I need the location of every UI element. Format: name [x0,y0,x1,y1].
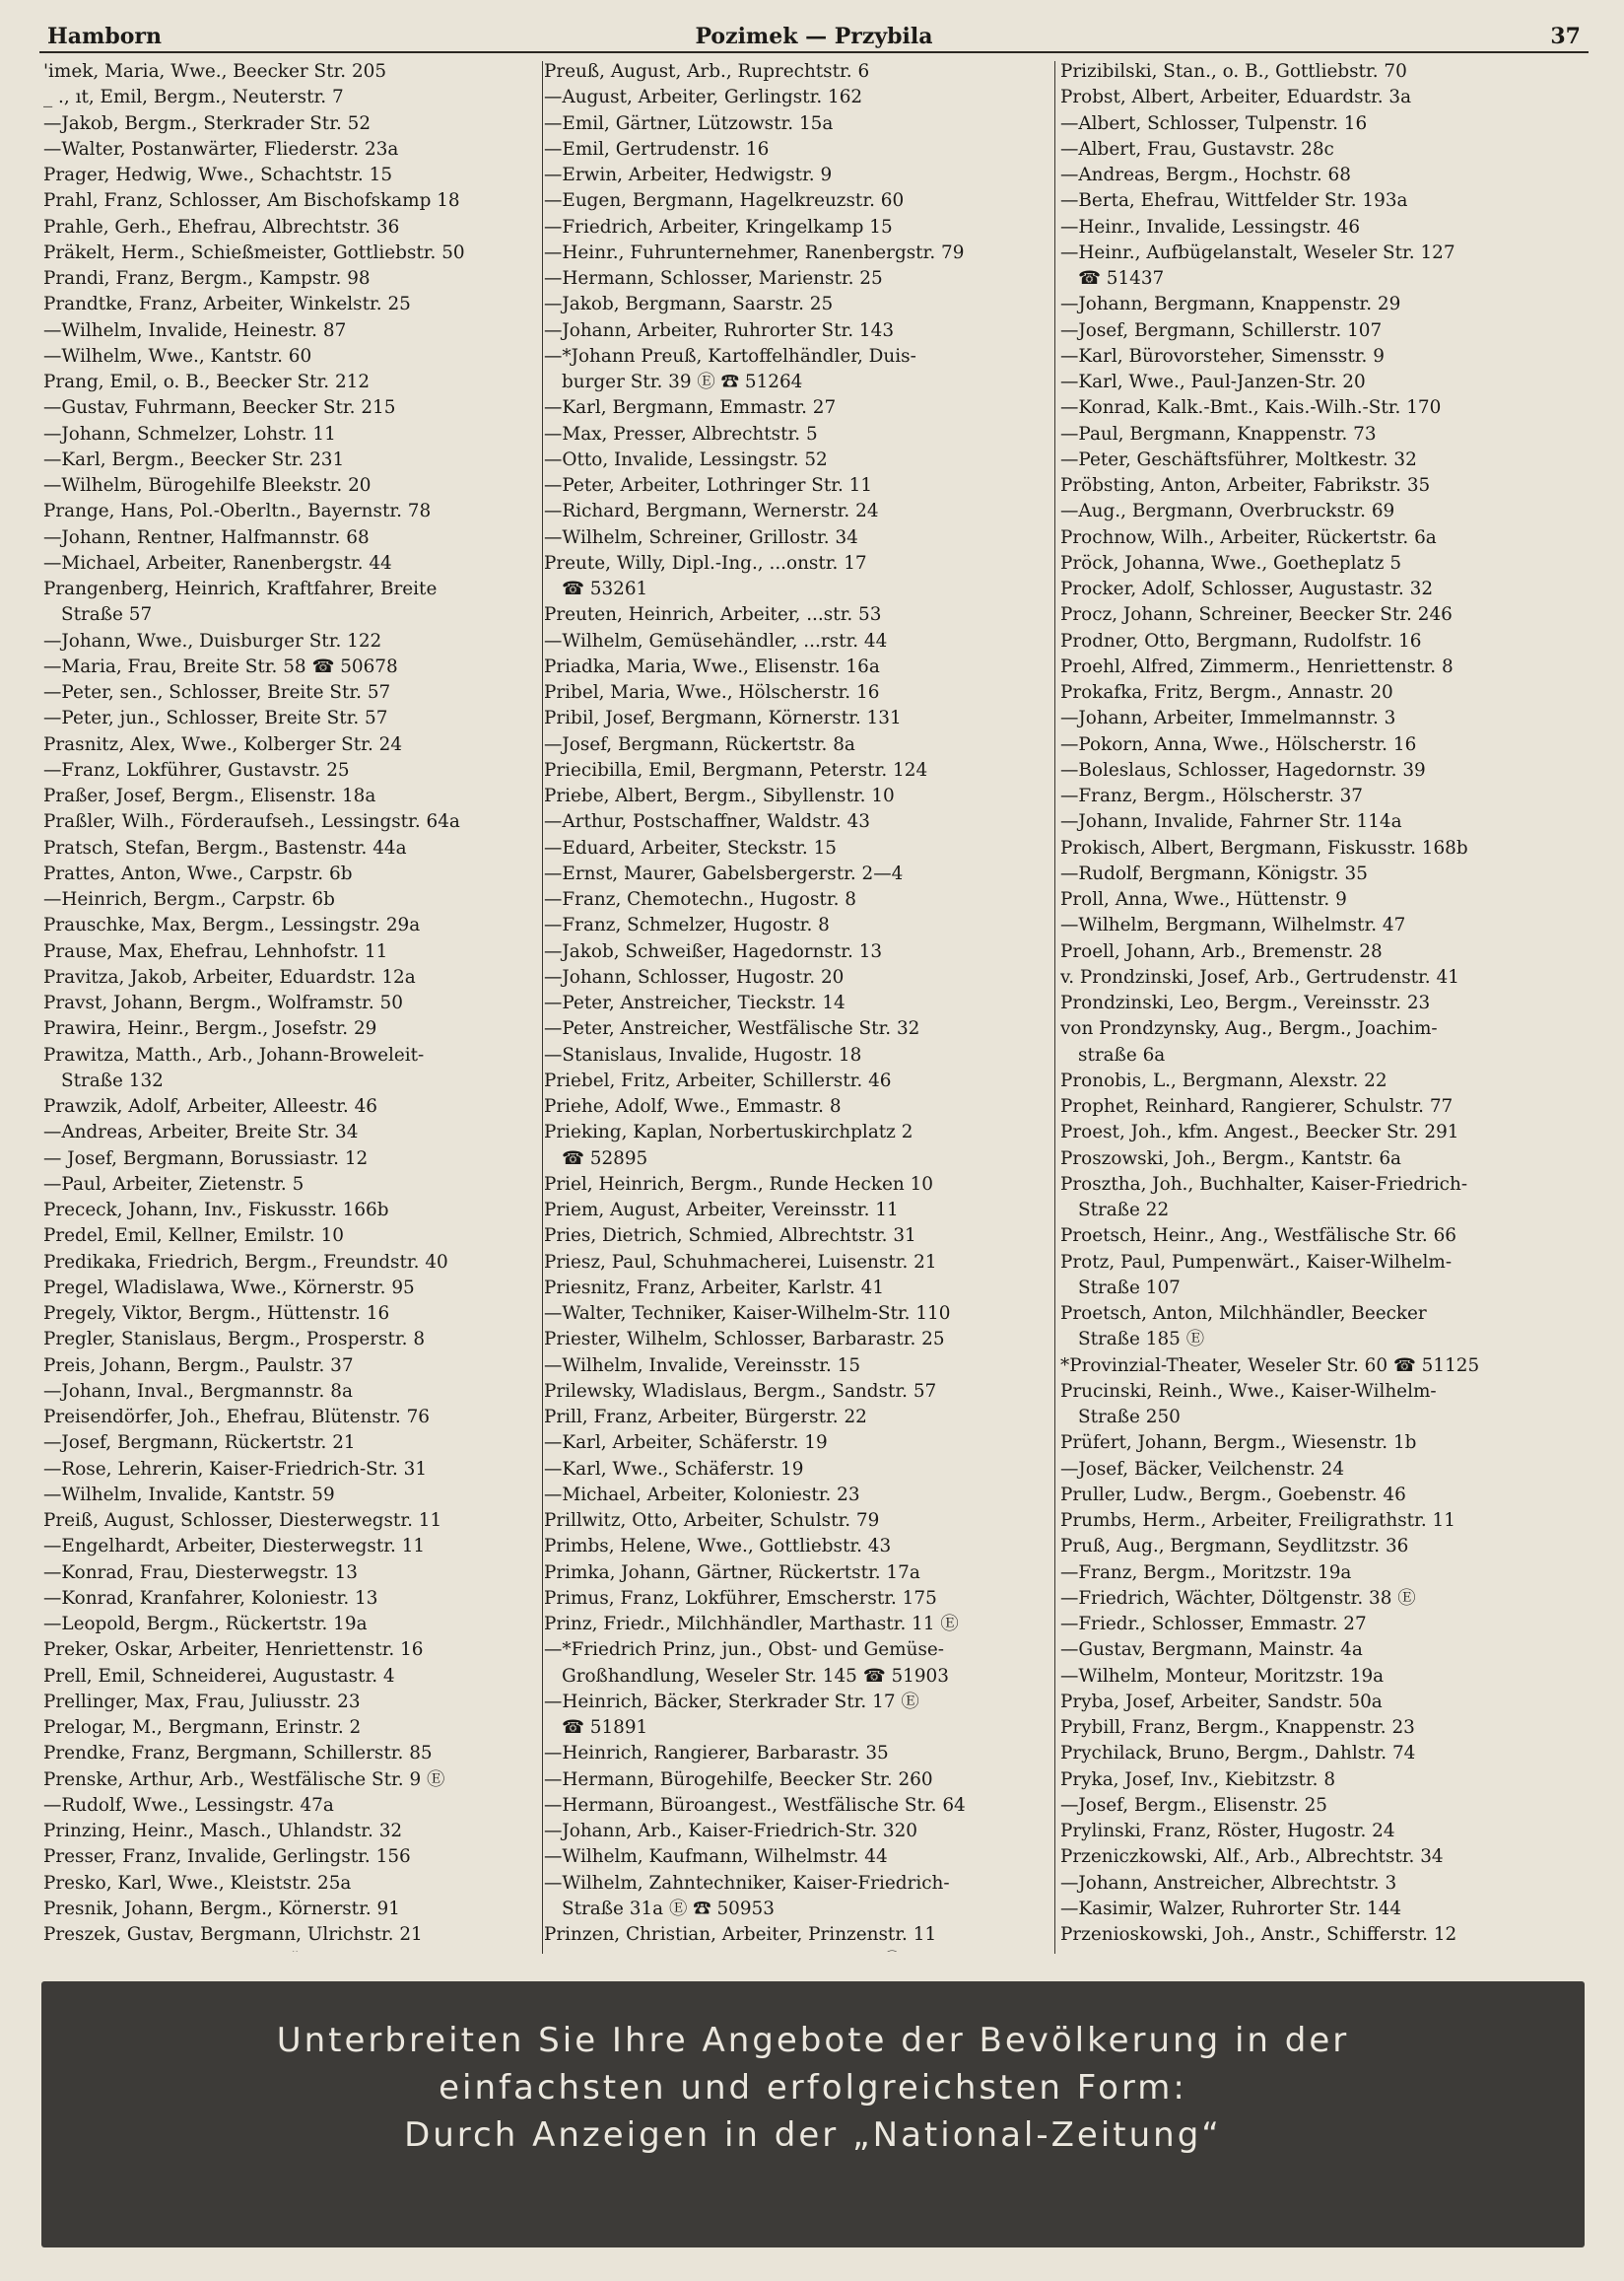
directory-entry: —Friedr., Schlosser, Emmastr. 27 [1060,1614,1367,1634]
directory-entry: Straße 57 [61,604,153,626]
directory-entry: —*Johann Preuß, Kartoffelhändler, Duis- [544,345,916,367]
directory-entry: Straße 185 Ⓔ [1078,1329,1205,1350]
directory-entry: Priecibilla, Emil, Bergmann, Peterstr. 124 [544,759,928,781]
directory-entry: Preker, Oskar, Arbeiter, Henriettenstr. 16 [43,1639,424,1661]
directory-entry: —Josef, Bergmann, Schillerstr. 107 [1060,319,1383,341]
directory-entry: Praßer, Josef, Bergm., Elisenstr. 18a [43,786,376,806]
directory-entry: Straße 250 [1078,1407,1181,1427]
directory-entry: —Franz, Bergm., Moritzstr. 19a [1060,1561,1352,1583]
directory-entry: Probst, Albert, Arbeiter, Eduardstr. 3a [1060,87,1412,108]
directory-entry: —Heinrich, Bergm., Carpstr. 6b [43,889,335,910]
directory-entry: Primbs, Helene, Wwe., Gottliebstr. 43 [544,1536,892,1557]
directory-entry: Prendke, Franz, Bergmann, Schillerstr. 85 [43,1743,433,1764]
directory-entry: Priem, August, Arbeiter, Vereinsstr. 11 [544,1200,899,1220]
directory-entry: —Franz, Bergm., Hölscherstr. 37 [1060,786,1364,806]
directory-entry: Primka, Johann, Gärtner, Rückertstr. 17a [544,1561,920,1583]
directory-entry: Prause, Max, Ehefrau, Lehnhofstr. 11 [43,940,388,962]
directory-entry: burger Str. 39 Ⓔ ☎ 51264 [562,372,803,392]
directory-entry: Presko, Karl, Wwe., Kleiststr. 25a [43,1872,352,1894]
directory-entry: —Erwin, Arbeiter, Hedwigstr. 9 [544,165,833,185]
directory-entry: —Konrad, Frau, Diesterwegstr. 13 [43,1561,358,1583]
directory-entry: Pries, Dietrich, Schmied, Albrechtstr. 31 [544,1225,916,1247]
directory-entry: Preis, Johann, Bergm., Paulstr. 37 [43,1354,354,1376]
directory-entry: Preisendörfer, Joh., Ehefrau, Blütenstr. 76 [43,1407,431,1427]
directory-entry: Preiß, August, Schlosser, Diesterwegstr. 11 [43,1510,442,1531]
directory-entry: —Wilhelm, Zahntechniker, Kaiser-Friedrich- [544,1872,950,1894]
directory-entry: Prychilack, Bruno, Bergm., Dahlstr. 74 [1060,1743,1416,1764]
directory-entry: —Johann, Wwe., Duisburger Str. 122 [43,630,382,652]
directory-entry: —Arthur, Postschaffner, Waldstr. 43 [544,811,870,833]
ad-line-3: Durch Anzeigen in der „National-Zeitung“ [404,2115,1222,2155]
directory-entry: Przeniczkowski, Alf., Arb., Albrechtstr. 34 [1060,1846,1444,1868]
directory-entry: Prandtke, Franz, Arbeiter, Winkelstr. 25 [43,294,411,315]
directory-entry: Preuß, August, Arb., Ruprechtstr. 6 [544,61,870,82]
directory-entry: —Wilhelm, Invalide, Kantstr. 59 [43,1484,335,1505]
directory-entry: —Johann, Arbeiter, Immelmannstr. 3 [1060,708,1396,729]
directory-entry: Prillwitz, Otto, Arbeiter, Schulstr. 79 [544,1510,880,1531]
directory-entry: Proetsch, Heinr., Ang., Westfälische Str. 66 [1060,1225,1456,1247]
directory-entry: —Jakob, Bergmann, Saarstr. 25 [544,294,834,315]
directory-entry: Procker, Adolf, Schlosser, Augustastr. 32 [1060,579,1434,599]
directory-entry: Protz, Paul, Pumpenwärt., Kaiser-Wilhelm- [1060,1251,1453,1273]
directory-entry: v. Prondzinski, Josef, Arb., Gertrudenstr. 41 [1060,966,1459,988]
directory-column-2 [544,59,1047,1952]
directory-entry: Prelogar, M., Bergmann, Erinstr. 2 [43,1717,362,1738]
directory-entry: —Rudolf, Bergmann, Königstr. 35 [1060,863,1368,884]
directory-entry: —Johann, Schmelzer, Lohstr. 11 [43,423,336,445]
directory-entry: —Peter, Anstreicher, Westfälische Str. 32 [544,1018,920,1040]
directory-entry: Priebel, Fritz, Arbeiter, Schillerstr. 46 [544,1070,892,1091]
directory-entry: Prylinski, Franz, Röster, Hugostr. 24 [1060,1821,1395,1841]
directory-entry: Prececk, Johann, Inv., Fiskusstr. 166b [43,1200,389,1220]
directory-entry: —Johann, Schlosser, Hugostr. 20 [544,966,845,988]
directory-entry: —Heinrich, Rangierer, Barbarastr. 35 [544,1743,889,1764]
header-city: Hamborn [47,24,162,49]
directory-entry: Pryka, Josef, Inv., Kiebitzstr. 8 [1060,1768,1336,1790]
directory-entry: *Provinzial-Theater, Weseler Str. 60 ☎ 51125 [1060,1354,1480,1376]
directory-entry: Proest, Joh., kfm. Angest., Beecker Str. 291 [1060,1122,1459,1143]
directory-entry: —Franz, Lokführer, Gustavstr. 25 [43,759,350,781]
directory-entry: Prybill, Franz, Bergm., Knappenstr. 23 [1060,1717,1415,1738]
directory-entry: —Gustav, Bergmann, Mainstr. 4a [1060,1639,1363,1661]
directory-entry: —Johann, Invalide, Fahrner Str. 114a [1060,811,1402,833]
directory-entry: —Johann, Arbeiter, Ruhrorter Str. 143 [544,319,895,341]
directory-entry: _ ., ıt, Emil, Bergm., Neuterstr. 7 [43,87,344,108]
directory-entry: —Gustav, Fuhrmann, Beecker Str. 215 [43,397,396,419]
directory-entry: Prahle, Gerh., Ehefrau, Albrechtstr. 36 [43,216,400,238]
directory-entry: Pregely, Viktor, Bergm., Hüttenstr. 16 [43,1303,390,1324]
directory-entry: —Heinr., Aufbügelanstalt, Weseler Str. 127 [1060,242,1455,263]
directory-entry: Predikaka, Friedrich, Bergm., Freundstr. 40 [43,1251,448,1273]
directory-entry: —Peter, sen., Schlosser, Breite Str. 57 [43,682,391,703]
directory-entry: Procz, Johann, Schreiner, Beecker Str. 246 [1060,604,1453,626]
directory-entry: Prieking, Kaplan, Norbertuskirchplatz 2 [544,1122,914,1143]
directory-entry: Prill, Franz, Arbeiter, Bürgerstr. 22 [544,1407,867,1427]
directory-entry: —Eugen, Bergmann, Hagelkreuzstr. 60 [544,190,905,212]
directory-entry: —Rose, Lehrerin, Kaiser-Friedrich-Str. 31 [43,1458,428,1480]
directory-entry: Prangenberg, Heinrich, Kraftfahrer, Breite [43,579,438,599]
directory-entry: Preuten, Heinrich, Arbeiter, ...str. 53 [544,604,882,626]
directory-entry: Pravitza, Jakob, Arbeiter, Eduardstr. 12a [43,966,416,988]
directory-entry: Prokafka, Fritz, Bergm., Annastr. 20 [1060,682,1393,703]
directory-entry: —Karl, Bürovorsteher, Simensstr. 9 [1060,345,1385,367]
directory-entry: —Maria, Frau, Breite Str. 58 ☎ 50678 [43,656,398,677]
directory-entry: —Franz, Schmelzer, Hugostr. 8 [544,915,830,936]
advertisement-banner [41,1981,1585,2247]
directory-entry: Präkelt, Herm., Schießmeister, Gottliebstr. 50 [43,242,465,263]
directory-entry: —Michael, Arbeiter, Ranenbergstr. 44 [43,552,392,574]
directory-entry: —Karl, Arbeiter, Schäferstr. 19 [544,1432,828,1454]
directory-entry: Prondzinski, Leo, Bergm., Vereinsstr. 23 [1060,993,1431,1013]
directory-entry: Straße 31a Ⓔ ☎ 50953 [562,1898,775,1919]
directory-entry: —Josef, Bergmann, Rückertstr. 8a [544,733,855,755]
directory-entry: —Hermann, Büroangest., Westfälische Str. 64 [544,1794,966,1816]
directory-entry: —Andreas, Bergm., Hochstr. 68 [1060,165,1351,185]
directory-entry: straße 6a [1078,1044,1166,1066]
directory-entry: Preute, Willy, Dipl.-Ing., ...onstr. 17 [544,552,867,574]
directory-entry: Prell, Emil, Schneiderei, Augustastr. 4 [43,1665,395,1687]
directory-entry: Pronobis, L., Bergmann, Alexstr. 22 [1060,1070,1387,1091]
directory-entry: —Michael, Arbeiter, Koloniestr. 23 [544,1484,860,1505]
running-header [39,20,1589,59]
directory-entry: —Johann, Bergmann, Knappenstr. 29 [1060,294,1401,315]
directory-entry: Pröck, Johanna, Wwe., Goetheplatz 5 [1060,552,1402,574]
directory-entry: —Wilhelm, Gemüsehändler, ...rstr. 44 [544,630,888,652]
directory-entry: Proll, Anna, Wwe., Hüttenstr. 9 [1060,889,1347,910]
directory-entry: —Walter, Postanwärter, Fliederstr. 23a [43,138,399,160]
directory-entry: 'imek, Maria, Wwe., Beecker Str. 205 [43,61,387,82]
directory-entry: Prilewsky, Wladislaus, Bergm., Sandstr. 57 [544,1380,937,1402]
directory-entry: —Franz, Chemotechn., Hugostr. 8 [544,889,856,910]
directory-entry: Priel, Heinrich, Bergm., Runde Hecken 10 [544,1173,933,1195]
directory-entry: ☎ 52895 [562,1147,648,1169]
directory-entry: —Berta, Ehefrau, Wittfelder Str. 193a [1060,190,1408,212]
directory-entry: Prosztha, Joh., Buchhalter, Kaiser-Friedrich- [1060,1173,1468,1195]
directory-entry: Preszek, Gustav, Bergmann, Ulrichstr. 21 [43,1924,423,1945]
directory-entry: Pryba, Josef, Arbeiter, Sandstr. 50a [1060,1691,1383,1712]
directory-entry: Pravst, Johann, Bergm., Wolframstr. 50 [43,993,403,1013]
directory-entry: Proell, Johann, Arb., Bremenstr. 28 [1060,940,1383,962]
directory-entry: Straße 132 [61,1070,164,1091]
directory-entry: Pratsch, Stefan, Bergm., Bastenstr. 44a [43,837,407,859]
directory-entry: Pregel, Wladislawa, Wwe., Körnerstr. 95 [43,1277,415,1298]
directory-entry: Prinzing, Heinr., Masch., Uhlandstr. 32 [43,1821,403,1841]
directory-entry [544,1948,1047,1952]
directory-entry: Prochnow, Wilh., Arbeiter, Rückertstr. 6a [1060,526,1437,548]
directory-entry: Prange, Hans, Pol.-Oberltn., Bayernstr. 78 [43,501,432,522]
directory-entry: —Josef, Bäcker, Veilchenstr. 24 [1060,1458,1345,1480]
directory-entry: —Karl, Bergmann, Emmastr. 27 [544,397,837,419]
directory-entry: —Max, Presser, Albrechtstr. 5 [544,423,818,445]
directory-entry: ☎ 53261 [562,579,648,599]
directory-entry: Praßler, Wilh., Förderaufseh., Lessingstr. 64a [43,811,460,833]
page-number: 37 [1550,24,1581,49]
directory-entry: —Friedrich, Arbeiter, Kringelkamp 15 [544,216,893,238]
directory-entry: —Josef, Bergm., Elisenstr. 25 [1060,1794,1327,1816]
directory-entry: —Wilhelm, Bergmann, Wilhelmstr. 47 [1060,915,1406,936]
directory-columns [39,59,1589,1952]
directory-entry: Priesz, Paul, Schuhmacherei, Luisenstr. 21 [544,1251,937,1273]
directory-entry: Primus, Franz, Lokführer, Emscherstr. 175 [544,1587,937,1609]
directory-entry: —Emil, Gärtner, Lützowstr. 15a [544,112,834,134]
directory-entry: —Peter, Geschäftsführer, Moltkestr. 32 [1060,449,1417,470]
directory-entry: Pröbsting, Anton, Arbeiter, Fabrikstr. 35 [1060,475,1431,496]
directory-entry: Pruß, Aug., Bergmann, Seydlitzstr. 36 [1060,1536,1409,1557]
directory-entry: —Eduard, Arbeiter, Steckstr. 15 [544,837,838,859]
directory-entry: Prawira, Heinr., Bergm., Josefstr. 29 [43,1018,377,1040]
directory-entry: —Johann, Rentner, Halfmannstr. 68 [43,526,370,548]
directory-entry: —Wilhelm, Kaufmann, Wilhelmstr. 44 [544,1846,888,1868]
directory-entry: Prinz, Friedr., Milchhändler, Marthastr. 11 Ⓔ [544,1614,959,1634]
directory-entry: ☎ 51437 [1078,268,1165,289]
directory-entry: —Johann, Anstreicher, Albrechtstr. 3 [1060,1872,1397,1894]
directory-entry: Pribel, Maria, Wwe., Hölscherstr. 16 [544,682,880,703]
directory-entry: —Albert, Schlosser, Tulpenstr. 16 [1060,112,1368,134]
directory-entry: —Konrad, Kalk.-Bmt., Kais.-Wilh.-Str. 170 [1060,397,1442,419]
directory-entry: Pruller, Ludw., Bergm., Goebenstr. 46 [1060,1484,1406,1505]
directory-entry: Pregler, Stanislaus, Bergm., Prosperstr. 8 [43,1329,426,1350]
directory-entry: Priebe, Albert, Bergm., Sibyllenstr. 10 [544,786,895,806]
ad-line-1: Unterbreiten Sie Ihre Angebote der Bevölkerung in der [276,2021,1350,2060]
directory-entry [1060,1948,1589,1952]
directory-entry: —Aug., Bergmann, Overbruckstr. 69 [1060,501,1395,522]
directory-entry: —Richard, Bergmann, Wernerstr. 24 [544,501,879,522]
directory-entry: Prawzik, Adolf, Arbeiter, Alleestr. 46 [43,1096,377,1117]
directory-column-1 [43,59,538,1952]
directory-entry: Predel, Emil, Kellner, Emilstr. 10 [43,1225,344,1247]
directory-entry: —Rudolf, Wwe., Lessingstr. 47a [43,1794,334,1816]
directory-entry: —Wilhelm, Invalide, Vereinsstr. 15 [544,1354,861,1376]
directory-entry: —Heinr., Fuhrunternehmer, Ranenbergstr. 79 [544,242,965,263]
directory-entry: —Albert, Frau, Gustavstr. 28c [1060,138,1334,160]
directory-entry [43,1948,538,1952]
directory-entry: Großhandlung, Weseler Str. 145 ☎ 51903 [562,1665,949,1687]
directory-entry: —*Friedrich Prinz, jun., Obst- und Gemüse- [544,1639,944,1661]
directory-entry: Straße 107 [1078,1277,1181,1298]
directory-entry: —Wilhelm, Schreiner, Grillostr. 34 [544,526,858,548]
directory-entry: Priesnitz, Franz, Arbeiter, Karlstr. 41 [544,1277,885,1298]
ad-line-2: einfachsten und erfolgreichsten Form: [439,2068,1187,2108]
directory-entry: —Pokorn, Anna, Wwe., Hölscherstr. 16 [1060,733,1417,755]
directory-entry: —Karl, Wwe., Paul-Janzen-Str. 20 [1060,372,1366,392]
directory-entry: Prandi, Franz, Bergm., Kampstr. 98 [43,268,371,289]
directory-entry: Proehl, Alfred, Zimmerm., Henriettenstr. 8 [1060,656,1454,677]
directory-entry: Prizibilski, Stan., o. B., Gottliebstr. 70 [1060,61,1407,82]
directory-entry: —Karl, Wwe., Schäferstr. 19 [544,1458,804,1480]
directory-entry: Prahl, Franz, Schlosser, Am Bischofskamp 18 [43,190,460,212]
directory-entry: —Hermann, Bürogehilfe, Beecker Str. 260 [544,1768,933,1790]
directory-entry: —Leopold, Bergm., Rückertstr. 19a [43,1614,368,1634]
directory-entry: —Josef, Bergmann, Rückertstr. 21 [43,1432,356,1454]
directory-entry: —August, Arbeiter, Gerlingstr. 162 [544,87,863,108]
directory-entry: —Heinrich, Bäcker, Sterkrader Str. 17 Ⓔ [544,1691,919,1712]
directory-entry: —Paul, Bergmann, Knappenstr. 73 [1060,423,1377,445]
directory-entry: Priester, Wilhelm, Schlosser, Barbarastr. 25 [544,1329,945,1350]
directory-entry: —Boleslaus, Schlosser, Hagedornstr. 39 [1060,759,1426,781]
directory-entry: von Prondzynsky, Aug., Bergm., Joachim- [1060,1018,1438,1040]
directory-entry: —Jakob, Schweißer, Hagedornstr. 13 [544,940,883,962]
directory-entry: Prokisch, Albert, Bergmann, Fiskusstr. 168b [1060,837,1468,859]
directory-entry: —Otto, Invalide, Lessingstr. 52 [544,449,828,470]
directory-column-3 [1060,59,1589,1952]
directory-entry: —Peter, Arbeiter, Lothringer Str. 11 [544,475,873,496]
header-rule [39,51,1589,53]
directory-entry: Prinzen, Christian, Arbeiter, Prinzenstr. 11 [544,1924,937,1945]
directory-entry: Proetsch, Anton, Milchhändler, Beecker [1060,1303,1427,1324]
directory-entry: Prang, Emil, o. B., Beecker Str. 212 [43,372,371,392]
directory-entry: —Heinr., Invalide, Lessingstr. 46 [1060,216,1361,238]
directory-entry: —Paul, Arbeiter, Zietenstr. 5 [43,1173,304,1195]
directory-entry: Straße 22 [1078,1200,1170,1220]
directory-entry: Pribil, Josef, Bergmann, Körnerstr. 131 [544,708,902,729]
directory-entry: Prattes, Anton, Wwe., Carpstr. 6b [43,863,353,884]
directory-entry: —Friedrich, Wächter, Döltgenstr. 38 Ⓔ [1060,1587,1416,1609]
directory-entry: Przenioskowski, Joh., Anstr., Schifferstr. 12 [1060,1924,1457,1945]
directory-entry: —Stanislaus, Invalide, Hugostr. 18 [544,1044,862,1066]
directory-entry: —Emil, Gertrudenstr. 16 [544,138,770,160]
directory-entry: Proszowski, Joh., Bergm., Kantstr. 6a [1060,1147,1401,1169]
directory-entry: —Johann, Inval., Bergmannstr. 8a [43,1380,353,1402]
directory-entry: Presser, Franz, Invalide, Gerlingstr. 156 [43,1846,411,1868]
directory-entry: —Wilhelm, Wwe., Kantstr. 60 [43,345,312,367]
directory-entry: ☎ 51891 [562,1717,648,1738]
directory-entry: Prawitza, Matth., Arb., Johann-Broweleit- [43,1044,425,1066]
directory-entry: —Karl, Bergm., Beecker Str. 231 [43,449,345,470]
directory-entry: —Peter, jun., Schlosser, Breite Str. 57 [43,708,388,729]
directory-entry: —Kasimir, Walzer, Ruhrorter Str. 144 [1060,1898,1402,1919]
directory-entry: —Andreas, Arbeiter, Breite Str. 34 [43,1122,359,1143]
directory-entry: —Ernst, Maurer, Gabelsbergerstr. 2—4 [544,863,904,884]
directory-entry: Priadka, Maria, Wwe., Elisenstr. 16a [544,656,880,677]
directory-entry: Priehe, Adolf, Wwe., Emmastr. 8 [544,1096,842,1117]
directory-entry: —Konrad, Kranfahrer, Koloniestr. 13 [43,1587,378,1609]
directory-entry: Presnik, Johann, Bergm., Körnerstr. 91 [43,1898,400,1919]
directory-entry: Prodner, Otto, Bergmann, Rudolfstr. 16 [1060,630,1422,652]
directory-entry: — Josef, Bergmann, Borussiastr. 12 [43,1147,369,1169]
directory-entry: —Walter, Techniker, Kaiser-Wilhelm-Str. 110 [544,1303,951,1324]
directory-entry: —Jakob, Bergm., Sterkrader Str. 52 [43,112,372,134]
directory-entry: —Wilhelm, Monteur, Moritzstr. 19a [1060,1665,1385,1687]
directory-entry: —Engelhardt, Arbeiter, Diesterwegstr. 11 [43,1536,426,1557]
header-name-range: Pozimek — Przybila [695,24,933,49]
directory-entry: —Peter, Anstreicher, Tieckstr. 14 [544,993,846,1013]
directory-entry: Prasnitz, Alex, Wwe., Kolberger Str. 24 [43,733,403,755]
directory-entry: Prumbs, Herm., Arbeiter, Freiligrathstr. 11 [1060,1510,1455,1531]
directory-entry: Prenske, Arthur, Arb., Westfälische Str. 9 Ⓔ [43,1768,445,1790]
directory-entry: —Johann, Arb., Kaiser-Friedrich-Str. 320 [544,1821,917,1841]
directory-entry: Prauschke, Max, Bergm., Lessingstr. 29a [43,915,421,936]
directory-entry: —Wilhelm, Invalide, Heinestr. 87 [43,319,347,341]
directory-entry: Prucinski, Reinh., Wwe., Kaiser-Wilhelm- [1060,1380,1437,1402]
directory-entry: Prellinger, Max, Frau, Juliusstr. 23 [43,1691,361,1712]
directory-entry: Prophet, Reinhard, Rangierer, Schulstr. 77 [1060,1096,1454,1117]
directory-entry: —Hermann, Schlosser, Marienstr. 25 [544,268,883,289]
directory-entry: Prager, Hedwig, Wwe., Schachtstr. 15 [43,165,393,185]
directory-entry: Prüfert, Johann, Bergm., Wiesenstr. 1b [1060,1432,1417,1454]
directory-entry: —Wilhelm, Bürogehilfe Bleekstr. 20 [43,475,372,496]
